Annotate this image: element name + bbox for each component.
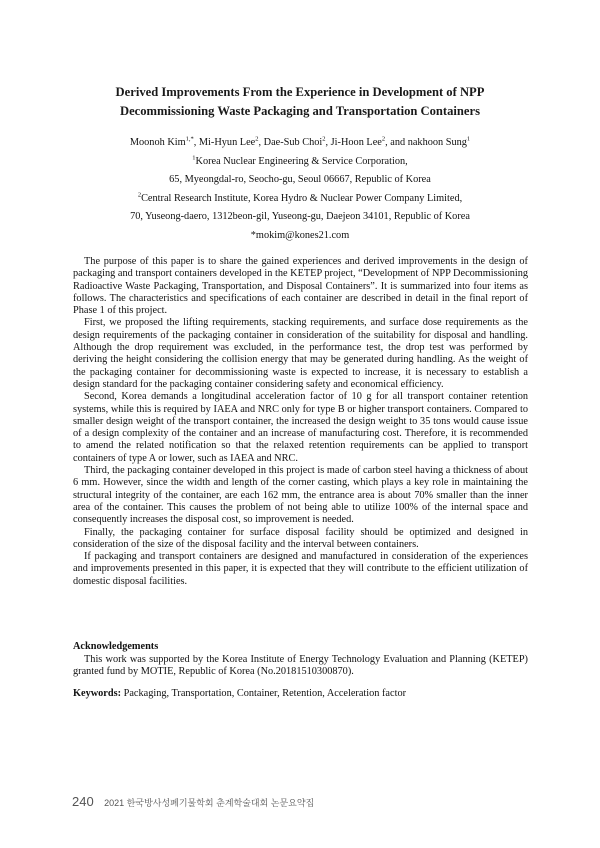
author-block <box>40 134 560 245</box>
title-line-1: Derived Improvements From the Experience in Development of NPP <box>115 85 485 99</box>
affiliation-2-name <box>40 190 560 209</box>
affiliation-1-name <box>40 153 560 172</box>
author-superscript: 2 <box>322 135 326 143</box>
paragraph-6: If packaging and transport containers are designed and manufactured in consideration of the experiences and improvements presented in this paper, it is expected that they will contribute to the efficient utilization of domestic disposal facilities. <box>73 551 528 587</box>
proceedings-title: 2021 한국방사성폐기물학회 춘계학술대회 논문요약집 <box>104 798 315 808</box>
author-name: Moonoh Kim <box>129 137 186 148</box>
page-number: 240 <box>72 794 94 809</box>
affiliation-superscript: 1 <box>192 154 196 162</box>
affiliation-1-address: 65, Myeongdal-ro, Seocho-gu, Seoul 06667, Republic of Korea <box>169 174 431 185</box>
author-name: , Ji-Hoon Lee <box>325 137 382 148</box>
affiliation-text: Korea Nuclear Engineering & Service Corporation, <box>195 155 408 167</box>
author-superscript: 2 <box>255 135 259 143</box>
affiliation-2-address: 70, Yuseong-daero, 1312beon-gil, Yuseong-gu, Daejeon 34101, Republic of Korea <box>130 211 470 222</box>
author-superscript: 1,* <box>185 135 194 143</box>
paper-title <box>40 83 560 121</box>
paragraph-2: First, we proposed the lifting requirements, stacking requirements, and surface dose requirements as the design requirements of the packaging container in consideration of the suitability for disposal and handling. Although the drop requirement was excluded, in the performance test, the drop test was performed by deriving the height considering the collision energy that may be generated during handling. As the weight of the packaging container for decommissioning waste is expected to increase, it is necessary to establish a design standard for the packaging container considering safety and economical efficiency. <box>73 317 528 390</box>
acknowledgements-heading: Acknowledgements <box>73 641 159 652</box>
acknowledgements-text: This work was supported by the Korea Institute of Energy Technology Evaluation and Planning (KETEP) granted fund by MOTIE, Republic of Korea (No.20181510300870). <box>73 654 528 678</box>
author-name: , Dae-Sub Choi <box>258 137 323 148</box>
corresponding-email: *mokim@kones21.com <box>250 229 350 241</box>
keywords-line <box>73 688 528 699</box>
keywords-label: Keywords: <box>73 688 122 699</box>
page-footer <box>72 793 314 811</box>
author-name: , Mi-Hyun Lee <box>193 137 256 148</box>
affiliation-superscript: 2 <box>137 191 142 199</box>
title-line-2: Decommissioning Waste Packaging and Transportation Containers <box>119 104 480 118</box>
paragraph-5: Finally, the packaging container for surface disposal facility should be optimized and designed in consideration of the size of the disposal facility and the interval between containers. <box>73 526 528 550</box>
author-name: , and nakhoon Sung <box>385 137 467 148</box>
affiliation-text: Central Research Institute, Korea Hydro & Nuclear Power Company Limited, <box>141 192 463 204</box>
author-list <box>40 134 560 153</box>
author-superscript: 2 <box>381 135 386 143</box>
author-superscript: 1 <box>466 135 471 143</box>
paragraph-4: Third, the packaging container developed in this project is made of carbon steel having a thickness of about 6 mm. However, since the width and length of the corner casting, which plays a key role in maintaining the structural integrity of the container, are each 162 mm, the entrance area is about 70% smaller than the inner area of the container. This causes the problem of not being able to utilize 100% of the internal space and consequently increases the disposal cost, so improvement is needed. <box>73 465 528 526</box>
keywords-text: Packaging, Transportation, Container, Retention, Acceleration factor <box>121 688 407 699</box>
abstract-body <box>73 256 528 588</box>
paragraph-3: Second, Korea demands a longitudinal acceleration factor of 10 g for all transport container retention systems, while this is required by IAEA and NRC only for type B or higher transport containers. Compared to smaller design weight of the transport container, the increased the design weight to 35 tons would cause issue of a design complexity of the container and an increase of manufacturing cost. Therefore, it is recommended to amend the related notification so that the relaxed retention requirements can be applied to transport containers of type A or lower, such as IAEA and NRC. <box>73 391 528 464</box>
paragraph-1: The purpose of this paper is to share the gained experiences and derived improvements in the design of packaging and transport containers developed in the KETEP project, “Development of NPP Decommissioning Radioactive Waste Packaging, Transportation, and Disposal Containers”. It is summarized into four items as follows. The characteristics and specifications of each container are described in detail in the final report of Phase 1 of this project. <box>73 256 528 317</box>
